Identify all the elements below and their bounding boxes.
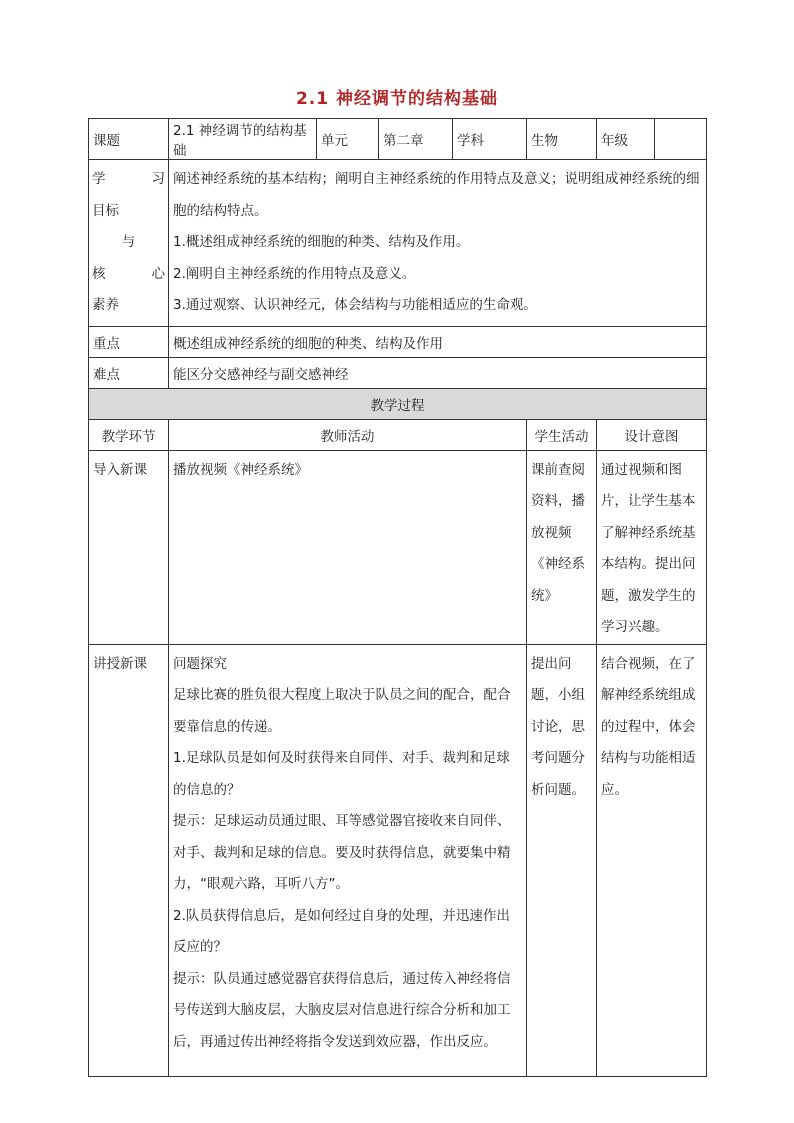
stage-cell: 导入新课 <box>89 450 169 644</box>
subject-label: 学科 <box>453 119 527 160</box>
key-point-label: 重点 <box>89 326 169 357</box>
header-student: 学生活动 <box>527 419 597 450</box>
objectives-label: 学 习 目标 与 核 心 素养 <box>89 160 169 327</box>
course-label: 课题 <box>89 119 169 160</box>
grade-value <box>655 119 707 160</box>
objectives-content <box>169 160 707 327</box>
document-title: 2.1 神经调节的结构基础 <box>295 89 499 109</box>
teacher-paragraph: 提示：队员通过感觉器官获得信息后，通过传入神经将信号传送到大脑皮层，大脑皮层对信息进行综合分析和加工后，再通过传出神经将指令发送到效应器，作出反应。 <box>173 970 511 1050</box>
key-point-value: 概述组成神经系统的细胞的种类、结构及作用 <box>169 326 707 357</box>
key-point-row <box>89 326 707 357</box>
grade-label: 年级 <box>597 119 655 160</box>
teacher-paragraph: 2.队员获得信息后，是如何经过自身的处理，并迅速作出反应的？ <box>173 907 510 955</box>
teacher-paragraph: 足球比赛的胜负很大程度上取决于队员之间的配合，配合要靠信息的传递。 <box>173 687 511 735</box>
process-band-row <box>89 388 707 419</box>
course-value: 2.1 神经调节的结构基础 <box>169 119 317 160</box>
teacher-paragraph: 提示：足球运动员通过眼、耳等感觉器官接收来自同伴、对手、裁判和足球的信息。要及时获得信息，就要集中精力，“眼观六路，耳听八方”。 <box>173 813 511 892</box>
objective-item: 3.通过观察、认识神经元，体会结构与功能相适应的生命观。 <box>173 297 537 313</box>
difficulty-value: 能区分交感神经与副交感神经 <box>169 357 707 388</box>
objective-item: 2.阐明自主神经系统的作用特点及意义。 <box>173 265 416 282</box>
intent-cell: 通过视频和图片，让学生基本了解神经系统基本结构。提出问题，激发学生的学习兴趣。 <box>597 450 707 644</box>
student-cell: 课前查阅资料，播放视频《神经系统》 <box>527 450 597 644</box>
unit-label: 单元 <box>317 119 379 160</box>
teacher-paragraph: 1.足球队员是如何及时获得来自同伴、对手、裁判和足球的信息的？ <box>173 750 510 798</box>
header-teacher: 教师活动 <box>169 419 527 450</box>
teacher-paragraph: 问题探究 <box>173 655 227 672</box>
process-row-intro <box>89 450 707 644</box>
header-stage: 教学环节 <box>89 419 169 450</box>
info-row <box>89 119 707 160</box>
difficulty-row <box>89 357 707 388</box>
intent-cell: 结合视频，在了解神经系统组成的过程中，体会结构与功能相适应。 <box>597 644 707 1076</box>
teacher-cell: 播放视频《神经系统》 <box>169 450 527 644</box>
header-intent: 设计意图 <box>597 419 707 450</box>
subject-value: 生物 <box>527 119 597 160</box>
student-cell: 提出问题，小组讨论，思考问题分析问题。 <box>527 644 597 1076</box>
objectives-row <box>89 160 707 327</box>
stage-cell: 讲授新课 <box>89 644 169 1076</box>
difficulty-label: 难点 <box>89 357 169 388</box>
process-band: 教学过程 <box>89 388 707 419</box>
objective-item: 1.概述组成神经系统的细胞的种类、结构及作用。 <box>173 234 470 250</box>
lesson-plan-table <box>88 118 707 1077</box>
objective-summary: 阐述神经系统的基本结构；阐明自主神经系统的作用特点及意义；说明组成神经系统的细胞的结构特点。 <box>173 171 700 219</box>
process-row-lecture <box>89 644 707 1076</box>
unit-value: 第二章 <box>379 119 453 160</box>
teacher-cell <box>169 644 527 1076</box>
process-header-row <box>89 419 707 450</box>
